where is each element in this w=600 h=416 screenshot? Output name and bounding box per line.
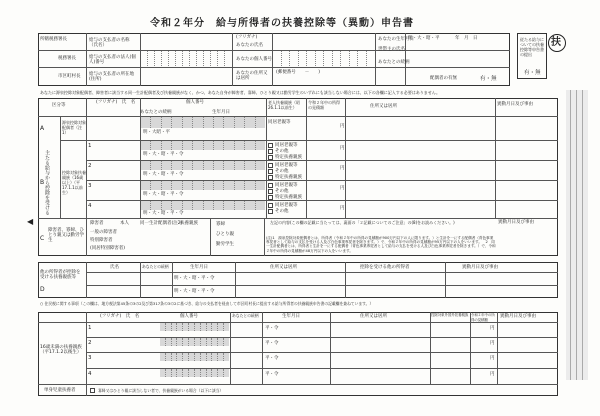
fu-seal-text: 扶	[551, 37, 561, 48]
side-note-answer[interactable]: 有・無	[524, 70, 541, 76]
resident-row-3: 3	[88, 355, 92, 361]
resident-col-foreign: 控除対象外国外扶養親族	[431, 313, 469, 317]
row-num-1: 1	[88, 143, 92, 149]
resident2-yen: 円	[490, 341, 495, 346]
dependent3-number[interactable]	[141, 181, 265, 190]
resident1-eras[interactable]: 平・令	[265, 326, 279, 331]
birth-date-units: 年 月 日	[455, 36, 478, 41]
side-instructions	[566, 90, 588, 380]
postal-code-label: (郵便番号 － )	[276, 70, 321, 75]
section-dependents-label: 控除対象扶養親族（16歳以上）（平17.1.1以前生）	[62, 170, 86, 195]
resident3-number[interactable]	[160, 353, 229, 361]
your-number-field[interactable]	[273, 51, 374, 66]
disability-col-spouse: 同一生計配偶者(注2)	[140, 221, 183, 226]
disability-col-dependent: 扶養親族	[180, 221, 198, 226]
dep2-elderly-cohab[interactable]: 同居老親等	[275, 163, 298, 168]
row-num-2: 2	[88, 163, 92, 169]
spouse-elderly[interactable]: 同居老親等	[268, 120, 291, 125]
other-payer-side: 他の所得者が控除を受ける扶養親族等	[40, 270, 81, 280]
form-title: 令和２年分 給与所得者の扶養控除等（異動）申告書	[150, 18, 414, 29]
col-birth: 生年月日	[212, 110, 230, 115]
payer-name-label: 給与の支払者の名称（氏名）	[89, 38, 130, 48]
your-name-field[interactable]	[273, 34, 374, 49]
section-c-letter: C	[40, 235, 45, 242]
resident-row-4: 4	[88, 371, 92, 377]
section-main-side: 主たる給与から控除を受ける	[44, 150, 50, 215]
payer-number-label: 給与の支払者の法人(個人)番号	[89, 55, 136, 65]
spouse-eras[interactable]: 明・大昭・平	[143, 130, 170, 135]
opt-student[interactable]: 勤労学生	[216, 242, 234, 247]
grade-general[interactable]: 一般の障害者	[90, 230, 117, 235]
disability-note: (注)1 源泉控除対象配偶者とは、所得者（令和２年中の所得の見積額が900万円以下の人に限ります。）と生計を一にする配偶者（青色事業専従者として給与の支払を受ける人及び白色事業専従者を除きます。）で、令和２年中の所得の見積額が95万円以下の人をいいます。 2 同一生計配偶者とは、所得者と生計を一にする配偶者（青色事業専従者として給与の支払を受ける人及び白色事業専従者を除きます。）で、令和２年中の所得の見積額が48万円以下の人をいいます。	[266, 236, 496, 253]
disability-opt-disabled[interactable]: 障害者	[90, 221, 104, 226]
dep3-special[interactable]: 特定扶養親族	[275, 195, 302, 200]
disability-col-self: 本人	[120, 221, 129, 226]
dep4-yen: 円	[340, 206, 345, 211]
resident1-yen: 円	[490, 326, 495, 331]
resident-col-relation: あなたとの続柄	[232, 313, 259, 318]
household-head-label: 世帯主の氏名	[378, 47, 405, 52]
tax-office-chief-label: 税務署長	[58, 56, 76, 61]
resident3-eras[interactable]: 平・令	[265, 356, 279, 361]
spouse-number-field[interactable]	[141, 117, 265, 128]
col-address: 住所又は居所	[370, 104, 397, 109]
other-col-other-payer: 控除を受ける他の所得者	[360, 265, 410, 270]
grade-cohab[interactable]: (同居特別障害者)	[90, 246, 126, 251]
other-row1-eras[interactable]: 明・大・昭・平・令	[174, 276, 215, 281]
resident4-eras[interactable]: 平・令	[265, 372, 279, 377]
spouse-yen: 円	[340, 124, 345, 129]
dep4-elderly-cohab[interactable]: 同居老親等	[275, 203, 298, 208]
col-relation: あなたとの続柄	[140, 110, 172, 115]
birthdate-label: あなたの生年月日	[378, 37, 414, 42]
dep2-special[interactable]: 特定扶養親族	[275, 175, 302, 180]
dep1-elderly-other[interactable]: その他	[275, 149, 289, 154]
payer-address-label: 給与の支払者の所在地(住所)	[89, 72, 134, 82]
other-col-move: 異動月日及び事由	[462, 265, 498, 270]
dependent2-eras[interactable]: 明・大・昭・平・令	[143, 172, 184, 177]
dep1-yen: 円	[340, 146, 345, 151]
resident-row-2: 2	[88, 340, 92, 346]
dep3-elderly-other[interactable]: その他	[275, 189, 289, 194]
resident2-number[interactable]	[160, 338, 229, 346]
spouse-label: 配偶者の有無	[430, 76, 457, 81]
grade-special[interactable]: 特別障害者	[90, 238, 113, 243]
side-note-text: 従たる給与についての扶養控除等申告書の提出	[520, 37, 544, 57]
col-category: 区分等	[52, 103, 66, 108]
dependent4-number[interactable]	[141, 201, 265, 210]
dependent1-number[interactable]	[141, 141, 265, 150]
resident1-number[interactable]	[160, 323, 229, 331]
dependent3-eras[interactable]: 明・大・昭・平・令	[143, 192, 184, 197]
other-row2-eras[interactable]: 明・大・昭・平・令	[174, 289, 215, 294]
dep1-special[interactable]: 特定扶養親族	[275, 155, 302, 160]
dep4-elderly-other[interactable]: その他	[275, 209, 289, 214]
single-parent-note: 寡婦又はひとり親に該当しない者で、扶養親族がいる場合（以下に該当）	[98, 388, 224, 393]
section-d-letter: D	[40, 286, 45, 293]
resident-col-address: 住所又は居所	[360, 314, 387, 319]
relation-label: あなたとの続柄	[378, 60, 410, 65]
tax-office-label: 所轄税務署長	[40, 37, 67, 42]
disability-label: 障害者、寡婦、ひとり親又は勤労学生	[48, 228, 84, 243]
disability-move-header: 異動月日及び事由	[498, 220, 534, 225]
resident-col-birth: 生年月日	[282, 314, 300, 319]
col-elderly: 老人扶養親族（昭26.1.1以前生）	[268, 100, 300, 110]
payer-number-field[interactable]	[141, 51, 231, 66]
single-parent-label: 単身児童扶養者	[44, 388, 76, 393]
dependent1-eras[interactable]: 明・大・昭・平・令	[143, 152, 184, 157]
resident-col-number: 個人番号	[180, 314, 198, 319]
disability-detail-header: 左記の内容(この欄の記載に当たっては、裏面の「２記載についてのご注意」の(8)をお読みください。)	[270, 220, 455, 225]
col-name: (フリガナ) 氏 名	[96, 100, 136, 105]
resident-header: ○ 住民税に関する事項（この欄は、地方税法第45条の3の2及び第317条の3の2に基づき、給与の支払者を経由して市区町村長に提出する給与所得者の扶養親族申告書の記載欄を兼ねています。）	[40, 301, 374, 306]
other-col-relation: あなたとの続柄	[142, 264, 169, 269]
dependent4-eras[interactable]: 明・大・昭・平・令	[143, 211, 184, 216]
other-col-address: 住所又は居所	[270, 265, 297, 270]
your-address-label: あなたの住所又は居所	[236, 71, 268, 81]
resident3-yen: 円	[490, 356, 495, 361]
section-spouse-label: 源泉控除対象配偶者（注1）	[62, 120, 86, 135]
resident-col-income: 令和２年中の所得の見積額	[471, 313, 495, 322]
your-number-label: あなたの個人番号	[236, 57, 272, 62]
city-chief-label: 市区町村長	[58, 74, 81, 79]
col-move: 異動月日及び事由	[497, 102, 533, 107]
left-marker-icon: ◀	[27, 217, 34, 226]
section-a-letter: A	[40, 125, 45, 132]
resident4-yen: 円	[490, 372, 495, 377]
resident2-eras[interactable]: 平・令	[265, 341, 279, 346]
single-parent-checkbox[interactable]	[90, 388, 95, 393]
resident-row-1: 1	[88, 325, 92, 331]
row-num-3: 3	[88, 183, 92, 189]
opt-single-parent[interactable]: ひとり親	[216, 232, 234, 237]
resident4-number[interactable]	[160, 369, 229, 377]
dep2-elderly-other[interactable]: その他	[275, 169, 289, 174]
other-col-birth: 生年月日	[190, 265, 208, 270]
other-col-name: 氏名	[110, 265, 119, 270]
your-name-label: あなたの氏名	[236, 43, 263, 48]
dependent2-number[interactable]	[141, 161, 265, 170]
side-note-box	[517, 33, 547, 79]
resident-col-move: 異動月日及び事由	[500, 314, 536, 319]
resident-row-label: 16歳未満の扶養親族（平17.1.2以後生）	[40, 345, 82, 355]
dep3-elderly-cohab[interactable]: 同居老親等	[275, 183, 298, 188]
furigana-label: (フリガナ)	[236, 35, 258, 40]
col-number: 個人番号	[186, 100, 204, 105]
dep3-yen: 円	[340, 186, 345, 191]
dep2-yen: 円	[340, 166, 345, 171]
birth-era-options[interactable]: 明・大・昭・平	[408, 36, 440, 41]
section-b-letter: B	[40, 179, 45, 186]
row-num-4: 4	[88, 203, 92, 209]
opt-widow[interactable]: 寡婦	[216, 222, 225, 227]
resident-col-name: (フリガナ) 氏 名	[100, 314, 140, 319]
col-income: 令和２年中の所得の見積額	[308, 100, 340, 110]
notice-text: あなたに源泉控除対象配偶者、障害者に該当する同一生計配偶者及び扶養親族がなく、かつ、あなた自身が障害者、寡婦、ひとり親又は勤労学生のいずれにも該当しない場合には、以下の各欄に記入する必要はありません。	[40, 90, 440, 95]
spouse-answer[interactable]: 有・無	[480, 76, 497, 82]
dep1-elderly-cohab[interactable]: 同居老親等	[275, 143, 298, 148]
